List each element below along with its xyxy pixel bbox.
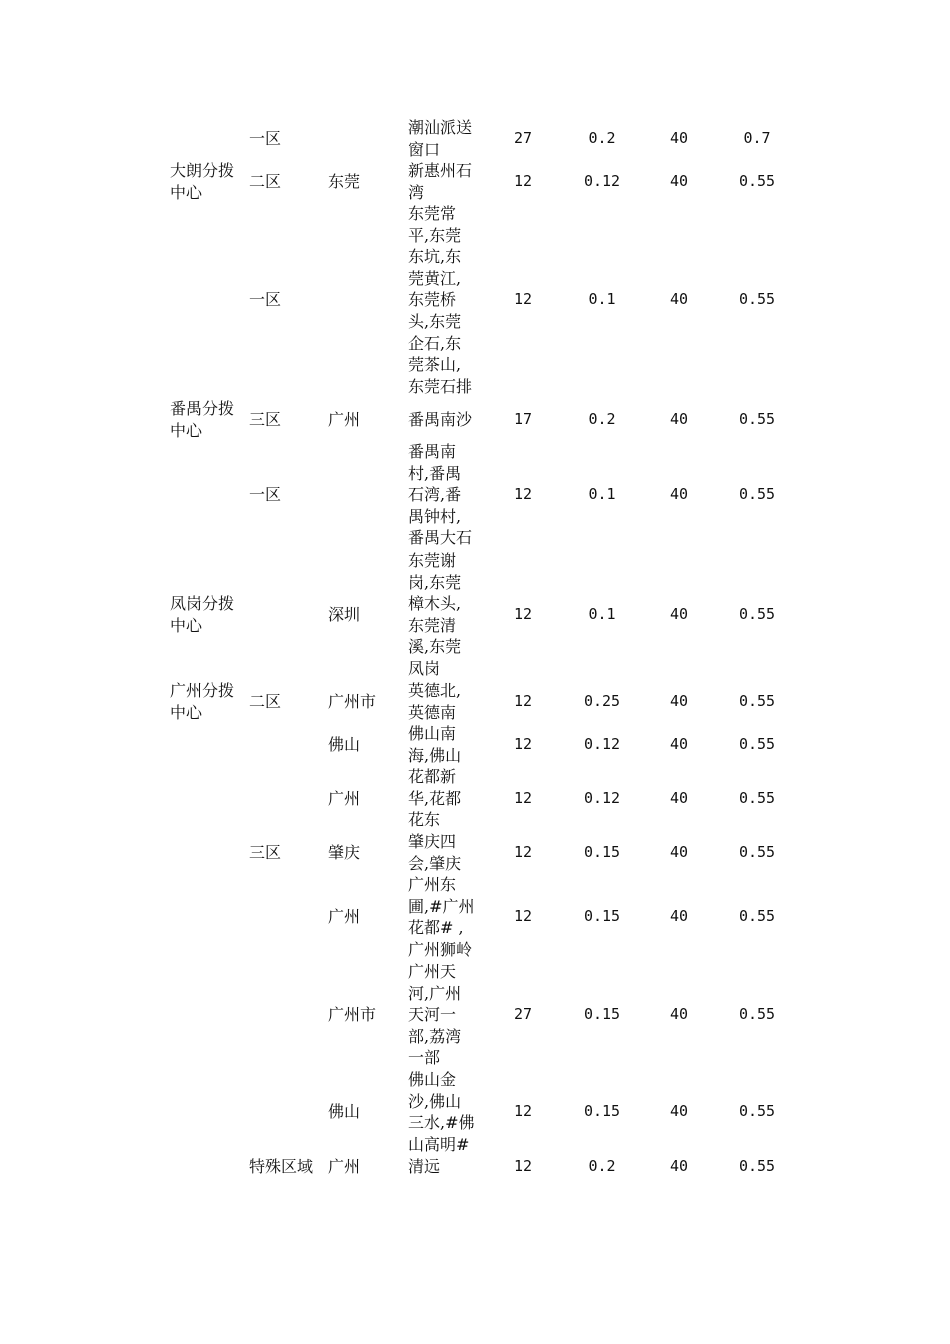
city-cell: 广州 <box>328 907 361 927</box>
value-cell: 0.2 <box>588 410 616 428</box>
value-cell: 12 <box>513 605 533 623</box>
zone-cell: 二区 <box>249 691 282 711</box>
value-cell: 0.55 <box>738 171 776 190</box>
value-cell: 40 <box>669 290 689 309</box>
value-cell: 40 <box>669 1102 689 1121</box>
distribution-center-label: 凤岗分拨 中心 <box>170 594 235 635</box>
destination-cell: 清远 <box>408 1157 441 1176</box>
value-cell: 0.15 <box>583 1102 621 1121</box>
value-cell: 40 <box>669 691 689 710</box>
value-cell: 0.55 <box>738 788 776 807</box>
destination-cell: 新惠州石 湾 <box>408 161 473 202</box>
value-cell: 0.55 <box>738 290 776 309</box>
destination-cell: 广州东 圃,#广州 花都# , 广州狮岭 <box>408 875 475 959</box>
value-cell: 0.12 <box>583 171 621 190</box>
city-cell: 肇庆 <box>328 842 361 862</box>
value-cell: 0.25 <box>583 691 621 710</box>
city-cell: 佛山 <box>328 734 361 754</box>
zone-cell: 一区 <box>249 485 282 505</box>
value-cell: 12 <box>513 485 533 504</box>
destination-cell: 番禺南沙 <box>408 410 473 429</box>
value-cell: 0.55 <box>738 842 776 861</box>
value-cell: 0.1 <box>588 605 616 623</box>
value-cell: 40 <box>669 788 689 807</box>
city-cell: 深圳 <box>328 605 361 624</box>
value-cell: 0.55 <box>738 1157 776 1175</box>
value-cell: 0.55 <box>738 1102 776 1121</box>
value-cell: 40 <box>669 842 689 861</box>
value-cell: 40 <box>669 410 689 428</box>
destination-cell: 番禺南 村,番禺 石湾,番 禺钟村, 番禺大石 <box>408 442 473 548</box>
city-cell: 广州 <box>328 788 361 808</box>
destination-cell: 肇庆四 会,肇庆 <box>408 832 462 873</box>
value-cell: 0.15 <box>583 842 621 861</box>
value-cell: 12 <box>513 842 533 861</box>
value-cell: 27 <box>513 128 533 147</box>
city-cell: 佛山 <box>328 1102 361 1122</box>
zone-cell: 三区 <box>249 410 282 429</box>
value-cell: 0.1 <box>588 485 616 504</box>
value-cell: 40 <box>669 485 689 504</box>
destination-cell: 花都新 华,花都 花东 <box>408 767 462 830</box>
value-cell: 0.55 <box>738 410 776 428</box>
distribution-center-label: 番禺分拨 中心 <box>170 399 235 440</box>
distribution-center-label: 大朗分拨 中心 <box>170 161 235 202</box>
distribution-center-label: 广州分拨 中心 <box>170 681 235 722</box>
zone-cell: 二区 <box>249 171 282 191</box>
value-cell: 27 <box>513 1005 533 1024</box>
value-cell: 0.55 <box>738 605 776 623</box>
value-cell: 12 <box>513 788 533 807</box>
value-cell: 0.55 <box>738 907 776 926</box>
value-cell: 40 <box>669 1157 689 1175</box>
value-cell: 12 <box>513 907 533 926</box>
value-cell: 0.55 <box>738 691 776 710</box>
value-cell: 40 <box>669 734 689 753</box>
value-cell: 0.7 <box>743 128 771 147</box>
city-cell: 东莞 <box>328 171 361 191</box>
value-cell: 17 <box>513 410 533 428</box>
value-cell: 12 <box>513 734 533 753</box>
value-cell: 0.2 <box>588 1157 616 1175</box>
value-cell: 40 <box>669 605 689 623</box>
value-cell: 0.15 <box>583 1005 621 1024</box>
destination-cell: 佛山金 沙,佛山 三水,#佛 山高明# <box>408 1070 475 1154</box>
city-cell: 广州市 <box>328 1005 377 1025</box>
destination-cell: 英德北, 英德南 <box>408 681 462 722</box>
value-cell: 0.55 <box>738 734 776 753</box>
destination-cell: 东莞谢 岗,东莞 樟木头, 东莞清 溪,东莞 凤岗 <box>408 551 462 678</box>
value-cell: 12 <box>513 171 533 190</box>
destination-cell: 东莞常 平,东莞 东坑,东 莞黄江, 东莞桥 头,东莞 企石,东 莞茶山, 东莞石排 <box>408 204 473 396</box>
value-cell: 40 <box>669 128 689 147</box>
value-cell: 40 <box>669 1005 689 1024</box>
city-cell: 广州市 <box>328 691 377 711</box>
zone-cell: 三区 <box>249 842 282 862</box>
destination-cell: 广州天 河,广州 天河一 部,荔湾 一部 <box>408 962 462 1068</box>
value-cell: 0.2 <box>588 128 616 147</box>
value-cell: 12 <box>513 290 533 309</box>
zone-cell: 一区 <box>249 128 282 148</box>
value-cell: 0.55 <box>738 485 776 504</box>
value-cell: 0.15 <box>583 907 621 926</box>
value-cell: 0.1 <box>588 290 616 309</box>
value-cell: 12 <box>513 1157 533 1175</box>
value-cell: 0.55 <box>738 1005 776 1024</box>
value-cell: 0.12 <box>583 788 621 807</box>
value-cell: 12 <box>513 691 533 710</box>
zone-cell: 一区 <box>249 290 282 310</box>
destination-cell: 佛山南 海,佛山 <box>408 724 462 765</box>
value-cell: 0.12 <box>583 734 621 753</box>
zone-cell: 特殊区域 <box>249 1157 314 1176</box>
city-cell: 广州 <box>328 1157 361 1176</box>
destination-cell: 潮汕派送 窗口 <box>408 118 473 159</box>
value-cell: 40 <box>669 907 689 926</box>
value-cell: 40 <box>669 171 689 190</box>
city-cell: 广州 <box>328 410 361 429</box>
value-cell: 12 <box>513 1102 533 1121</box>
